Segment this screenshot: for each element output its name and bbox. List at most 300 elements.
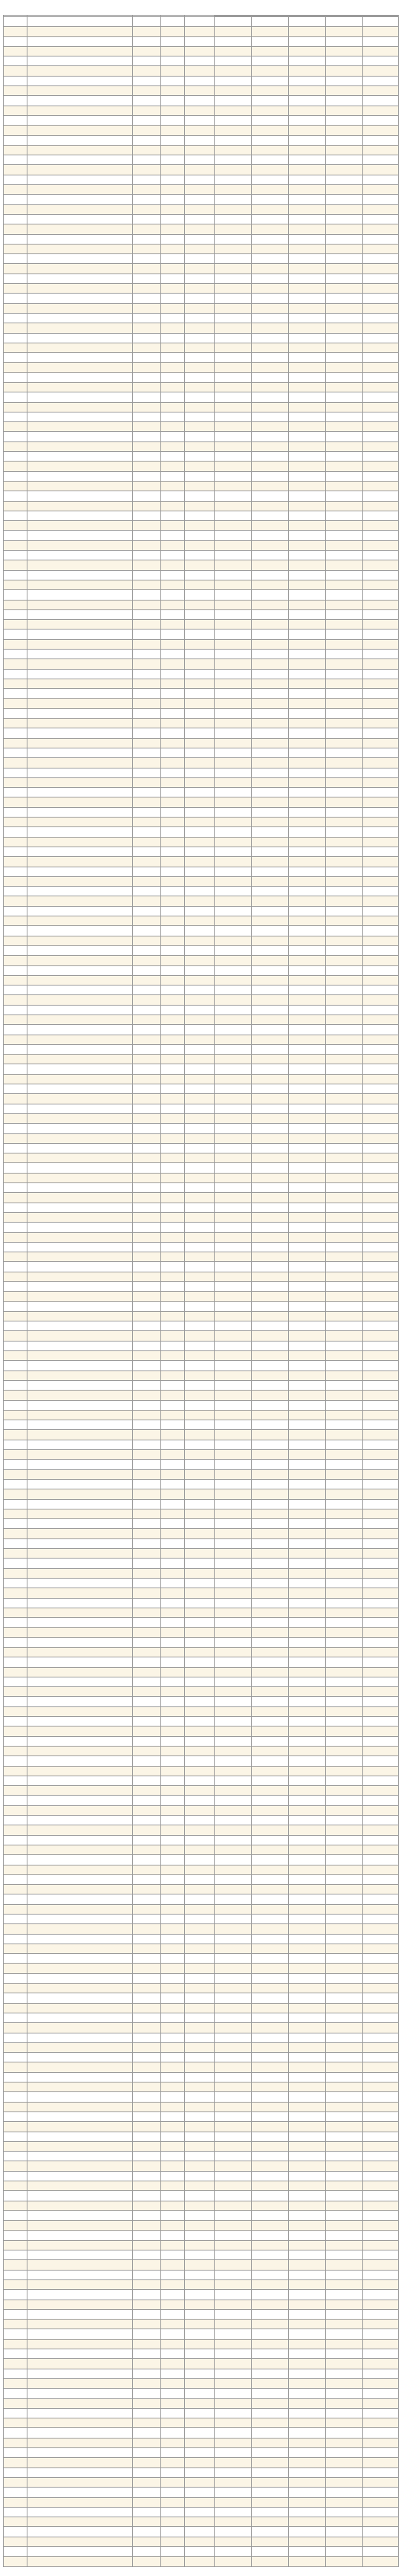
table-cell <box>363 1203 399 1212</box>
table-cell <box>161 2152 185 2161</box>
table-cell <box>252 1084 289 1094</box>
table-cell <box>133 1874 161 1884</box>
table-row <box>4 1193 399 1203</box>
table-row <box>4 2547 399 2557</box>
table-cell <box>363 471 399 481</box>
table-cell <box>289 2201 326 2210</box>
table-cell <box>133 1212 161 1222</box>
table-cell <box>326 1618 363 1628</box>
table-row <box>4 1143 399 1153</box>
table-cell <box>215 1845 252 1854</box>
table-cell <box>161 264 185 274</box>
table-cell <box>4 1064 27 1074</box>
table-cell <box>185 501 215 511</box>
table-cell <box>4 1796 27 1805</box>
table-cell <box>133 1223 161 1232</box>
table-cell <box>252 1736 289 1746</box>
table-cell <box>161 1954 185 1964</box>
table-cell <box>185 1044 215 1054</box>
table-cell <box>326 2359 363 2369</box>
table-cell <box>326 936 363 945</box>
table-cell <box>252 956 289 965</box>
table-cell <box>252 2507 289 2517</box>
table-cell <box>215 1124 252 1133</box>
table-cell <box>289 1153 326 1163</box>
table-cell <box>27 2250 133 2260</box>
table-cell <box>215 788 252 797</box>
table-cell <box>363 531 399 540</box>
table-cell <box>185 313 215 323</box>
table-cell <box>4 1252 27 1262</box>
table-cell <box>326 96 363 106</box>
table-cell <box>4 2201 27 2210</box>
table-cell <box>363 1321 399 1331</box>
table-cell <box>133 2161 161 2171</box>
table-cell <box>252 422 289 432</box>
table-cell <box>185 441 215 451</box>
table-cell <box>4 1331 27 1341</box>
table-cell <box>252 2013 289 2022</box>
table-cell <box>289 1726 326 1736</box>
table-cell <box>363 540 399 550</box>
table-cell <box>161 847 185 856</box>
table-cell <box>289 422 326 432</box>
table-cell <box>133 2201 161 2210</box>
table-cell <box>289 1124 326 1133</box>
table-cell <box>289 2557 326 2566</box>
table-cell <box>215 1469 252 1479</box>
table-row <box>4 234 399 244</box>
table-row <box>4 551 399 560</box>
table-cell <box>326 1035 363 1044</box>
table-cell <box>289 2171 326 2181</box>
table-row <box>4 1380 399 1390</box>
table-cell <box>215 2467 252 2477</box>
table-cell <box>133 876 161 886</box>
table-cell <box>185 2349 215 2359</box>
table-cell <box>161 1014 185 1024</box>
table-cell <box>326 521 363 531</box>
table-cell <box>133 748 161 757</box>
table-cell <box>289 738 326 748</box>
table-row <box>4 264 399 274</box>
table-cell <box>185 2547 215 2557</box>
table-cell <box>27 2547 133 2557</box>
table-cell <box>215 2152 252 2161</box>
table-cell <box>27 945 133 955</box>
table-cell <box>326 363 363 372</box>
table-cell <box>4 1232 27 1242</box>
table-cell <box>185 1845 215 1854</box>
table-cell <box>27 2279 133 2289</box>
table-cell <box>27 1984 133 1993</box>
table-cell <box>185 2507 215 2517</box>
table-cell <box>252 1786 289 1796</box>
table-cell <box>133 1242 161 1252</box>
table-cell <box>215 728 252 738</box>
table-row <box>4 1252 399 1262</box>
table-row <box>4 2398 399 2408</box>
table-row <box>4 2042 399 2052</box>
table-cell <box>161 234 185 244</box>
table-row <box>4 1301 399 1311</box>
table-cell <box>326 986 363 995</box>
table-cell <box>252 1776 289 1785</box>
table-cell <box>252 46 289 56</box>
table-cell <box>133 1391 161 1400</box>
table-cell <box>161 333 185 343</box>
table-cell <box>133 303 161 313</box>
table-cell <box>252 986 289 995</box>
table-cell <box>27 1529 133 1538</box>
table-cell <box>289 284 326 294</box>
table-cell <box>326 372 363 382</box>
table-cell <box>27 323 133 333</box>
table-cell <box>252 2378 289 2388</box>
table-cell <box>185 1351 215 1361</box>
table-cell <box>289 1430 326 1440</box>
table-cell <box>289 303 326 313</box>
table-row <box>4 620 399 630</box>
table-cell <box>27 1549 133 1559</box>
table-cell <box>215 155 252 165</box>
table-cell <box>185 126 215 135</box>
table-cell <box>161 501 185 511</box>
table-cell <box>4 1391 27 1400</box>
table-cell <box>133 27 161 36</box>
table-cell <box>326 2250 363 2260</box>
table-cell <box>27 382 133 392</box>
table-cell <box>4 1014 27 1024</box>
table-cell <box>289 1796 326 1805</box>
table-cell <box>326 2260 363 2270</box>
table-cell <box>161 1153 185 1163</box>
table-cell <box>252 1766 289 1776</box>
table-cell <box>185 2092 215 2102</box>
table-cell <box>215 887 252 896</box>
table-cell <box>289 2527 326 2537</box>
table-cell <box>4 1223 27 1232</box>
table-cell <box>289 2221 326 2230</box>
table-cell <box>215 1391 252 1400</box>
table-row <box>4 106 399 115</box>
table-cell <box>326 2389 363 2398</box>
table-cell <box>27 956 133 965</box>
table-cell <box>215 1361 252 1370</box>
table-cell <box>185 1717 215 1726</box>
table-cell <box>215 2033 252 2042</box>
table-cell <box>4 27 27 36</box>
table-row <box>4 422 399 432</box>
table-row <box>4 1460 399 1469</box>
table-cell <box>215 768 252 777</box>
table-cell <box>289 2152 326 2161</box>
table-cell <box>326 975 363 985</box>
table-cell <box>252 1608 289 1617</box>
table-cell <box>27 1282 133 1292</box>
table-cell <box>161 106 185 115</box>
table-cell <box>363 837 399 847</box>
table-cell <box>252 2033 289 2042</box>
table-cell <box>27 1025 133 1035</box>
table-cell <box>252 1746 289 1755</box>
table-cell <box>161 1924 185 1934</box>
table-cell <box>289 945 326 955</box>
table-cell <box>252 511 289 520</box>
table-cell <box>161 1874 185 1884</box>
table-cell <box>161 27 185 36</box>
table-cell <box>27 1370 133 1380</box>
table-cell <box>161 165 185 175</box>
table-cell <box>326 1706 363 1716</box>
table-cell <box>133 2369 161 2378</box>
table-cell <box>185 1549 215 1559</box>
table-cell <box>289 818 326 827</box>
table-cell <box>363 679 399 688</box>
table-cell <box>326 2488 363 2497</box>
table-cell <box>363 1400 399 1410</box>
table-cell <box>185 432 215 441</box>
table-cell <box>27 1954 133 1964</box>
table-cell <box>289 2161 326 2171</box>
table-cell <box>27 481 133 491</box>
table-row <box>4 2003 399 2013</box>
table-cell <box>215 1193 252 1203</box>
table-cell <box>185 56 215 66</box>
table-cell <box>326 1786 363 1796</box>
table-cell <box>363 1717 399 1726</box>
table-cell <box>252 76 289 85</box>
table-cell <box>4 2141 27 2151</box>
table-row <box>4 2418 399 2428</box>
table-cell <box>326 1499 363 1509</box>
table-cell <box>289 2033 326 2042</box>
table-cell <box>133 1855 161 1865</box>
score-table <box>3 15 399 2567</box>
table-cell <box>185 1153 215 1163</box>
table-cell <box>27 2013 133 2022</box>
table-cell <box>27 145 133 155</box>
table-cell <box>27 462 133 471</box>
table-row <box>4 837 399 847</box>
table-cell <box>133 2408 161 2418</box>
table-cell <box>252 738 289 748</box>
table-cell <box>161 353 185 363</box>
table-cell <box>133 2260 161 2270</box>
table-cell <box>363 2339 399 2349</box>
table-cell <box>27 2111 133 2121</box>
table-cell <box>27 1885 133 1894</box>
table-cell <box>161 1282 185 1292</box>
table-cell <box>289 2181 326 2191</box>
table-cell <box>215 2398 252 2408</box>
table-cell <box>326 887 363 896</box>
table-cell <box>133 2240 161 2250</box>
table-cell <box>27 1677 133 1686</box>
table-cell <box>289 1450 326 1460</box>
table-cell <box>252 165 289 175</box>
table-cell <box>289 2369 326 2378</box>
table-cell <box>161 1805 185 1815</box>
table-cell <box>289 2488 326 2497</box>
table-cell <box>252 1124 289 1133</box>
table-cell <box>289 1944 326 1953</box>
table-cell <box>133 1588 161 1598</box>
table-cell <box>326 1272 363 1281</box>
table-cell <box>252 719 289 728</box>
table-cell <box>363 1697 399 1706</box>
table-cell <box>252 1479 289 1489</box>
table-cell <box>4 1588 27 1598</box>
table-cell <box>27 1301 133 1311</box>
table-cell <box>185 2122 215 2132</box>
table-cell <box>326 758 363 768</box>
table-cell <box>27 2448 133 2458</box>
table-cell <box>27 689 133 699</box>
table-cell <box>252 2557 289 2566</box>
table-cell <box>326 956 363 965</box>
table-cell <box>185 965 215 975</box>
table-cell <box>4 818 27 827</box>
table-cell <box>363 1706 399 1716</box>
table-cell <box>4 2221 27 2230</box>
table-cell <box>4 916 27 926</box>
table-cell <box>185 1559 215 1568</box>
table-cell <box>133 145 161 155</box>
table-cell <box>289 2408 326 2418</box>
table-cell <box>326 1124 363 1133</box>
table-cell <box>133 837 161 847</box>
table-cell <box>133 1746 161 1755</box>
table-cell <box>4 738 27 748</box>
table-cell <box>161 1440 185 1449</box>
table-cell <box>27 27 133 36</box>
table-cell <box>363 432 399 441</box>
table-cell <box>161 471 185 481</box>
table-row <box>4 531 399 540</box>
table-cell <box>161 1163 185 1173</box>
table-cell <box>27 2418 133 2428</box>
table-row <box>4 1657 399 1667</box>
table-cell <box>215 827 252 837</box>
table-cell <box>326 1370 363 1380</box>
table-cell <box>326 1341 363 1350</box>
table-cell <box>215 106 252 115</box>
table-cell <box>4 788 27 797</box>
table-cell <box>326 274 363 283</box>
table-cell <box>4 995 27 1005</box>
table-row <box>4 1351 399 1361</box>
table-cell <box>252 748 289 757</box>
table-cell <box>161 1964 185 1973</box>
table-cell <box>4 1469 27 1479</box>
table-cell <box>4 115 27 125</box>
table-row <box>4 1984 399 1993</box>
table-cell <box>363 1865 399 1874</box>
table-cell <box>27 748 133 757</box>
table-row <box>4 1242 399 1252</box>
footnote <box>3 2567 398 2573</box>
table-cell <box>215 1282 252 1292</box>
table-cell <box>289 254 326 264</box>
table-cell <box>133 353 161 363</box>
table-cell <box>161 777 185 787</box>
table-cell <box>4 1133 27 1143</box>
table-cell <box>185 1124 215 1133</box>
table-cell <box>4 294 27 303</box>
table-cell <box>215 1420 252 1430</box>
table-cell <box>27 1124 133 1133</box>
table-cell <box>363 580 399 589</box>
table-cell <box>252 1915 289 1924</box>
table-cell <box>133 669 161 679</box>
table-cell <box>161 126 185 135</box>
table-cell <box>4 234 27 244</box>
table-cell <box>161 1766 185 1776</box>
table-cell <box>4 2152 27 2161</box>
table-cell <box>326 2230 363 2240</box>
table-cell <box>4 353 27 363</box>
table-cell <box>133 2467 161 2477</box>
table-row <box>4 2013 399 2022</box>
table-cell <box>161 758 185 768</box>
table-cell <box>4 2320 27 2329</box>
table-cell <box>185 2270 215 2279</box>
table-row <box>4 2260 399 2270</box>
table-cell <box>326 1460 363 1469</box>
table-cell <box>215 1687 252 1697</box>
table-cell <box>252 2349 289 2359</box>
table-cell <box>133 580 161 589</box>
table-cell <box>289 1193 326 1203</box>
table-cell <box>215 570 252 580</box>
table-cell <box>252 1292 289 1301</box>
table-cell <box>133 2300 161 2309</box>
table-cell <box>4 462 27 471</box>
table-cell <box>185 2042 215 2052</box>
table-cell <box>133 1479 161 1489</box>
table-row <box>4 1904 399 1914</box>
table-cell <box>27 1262 133 1272</box>
table-cell <box>252 1055 289 1064</box>
table-cell <box>363 1074 399 1084</box>
table-cell <box>215 2161 252 2171</box>
table-cell <box>133 620 161 630</box>
table-cell <box>215 1301 252 1311</box>
table-row <box>4 2181 399 2191</box>
table-cell <box>4 2279 27 2289</box>
table-cell <box>289 1529 326 1538</box>
table-cell <box>4 2369 27 2378</box>
table-cell <box>27 2042 133 2052</box>
table-cell <box>133 1055 161 1064</box>
table-row <box>4 1469 399 1479</box>
table-cell <box>133 2111 161 2121</box>
table-cell <box>27 1341 133 1350</box>
table-cell <box>133 2033 161 2042</box>
table-cell <box>363 659 399 669</box>
table-cell <box>185 1697 215 1706</box>
table-cell <box>215 551 252 560</box>
table-cell <box>326 2111 363 2121</box>
table-cell <box>27 2369 133 2378</box>
table-cell <box>27 1598 133 1608</box>
table-cell <box>363 2062 399 2072</box>
table-cell <box>215 1133 252 1143</box>
table-cell <box>363 551 399 560</box>
table-cell <box>326 896 363 906</box>
table-cell <box>133 1282 161 1292</box>
